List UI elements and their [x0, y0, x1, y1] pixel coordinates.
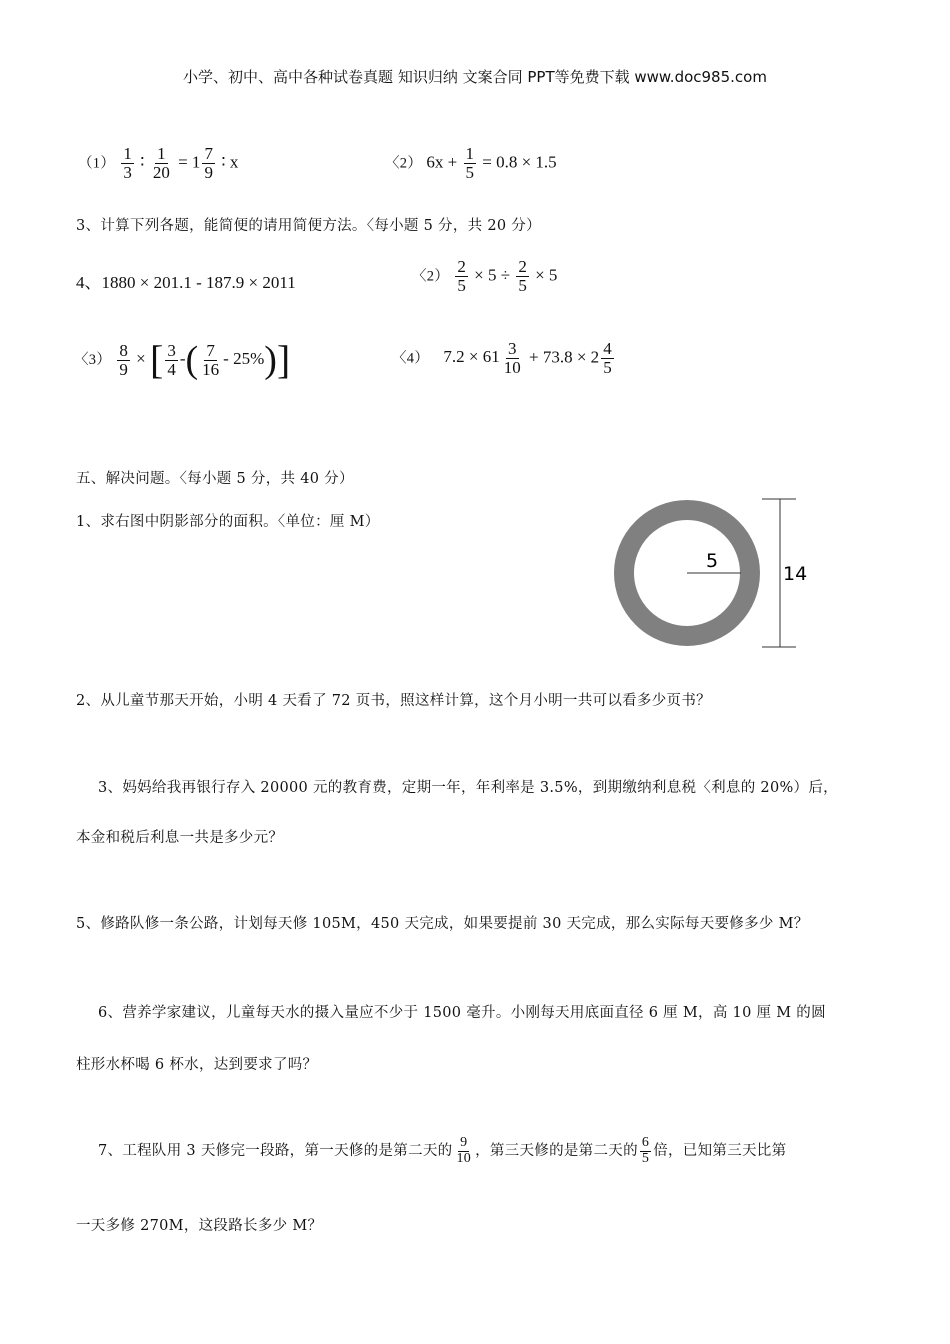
fraction: $\frac{1}{20}$ [152, 144, 170, 182]
equation-1-label: （1） [78, 155, 116, 172]
calc-2: 〈2） $\frac{2}{5}$ × 5 ÷ $\frac{2}{5}$ × 5 [412, 257, 558, 295]
equation-1: （1） $\frac{1}{3}$ ∶ $\frac{1}{20}$ = 1 $\frac{7}{9}$ ∶ x [78, 144, 239, 182]
fraction: $\frac{9}{10}$ [456, 1135, 472, 1166]
left-paren: ( [185, 339, 199, 381]
question-7-line-2: 一天多修 270M，这段路长多少 M？ [76, 1218, 323, 1234]
fraction: $\frac{8}{9}$ [119, 340, 128, 379]
left-bracket: [ [150, 337, 164, 382]
calc-3: 〈3） $\frac{8}{9}$ × [ $\frac{3}{4}$ -( $\frac{7}{16}$ - 25%)] [74, 337, 291, 382]
right-paren: ) [264, 339, 277, 381]
question-6-line-1: 6、营养学家建议，儿童每天水的摄入量应不少于 1500 毫升。小刚每天用底面直径 6 厘 M，高 10 厘 M 的圆 [98, 1005, 826, 1021]
question-6-line-2: 柱形水杯喝 6 杯水，达到要求了吗？ [76, 1057, 318, 1073]
fraction: $\frac{2}{5}$ [457, 257, 466, 295]
fraction: $\frac{1}{3}$ [123, 144, 132, 182]
fraction: $\frac{3}{10}$ [503, 339, 521, 377]
fraction: $\frac{7}{16}$ [202, 340, 220, 379]
page-header: 小学、初中、高中各种试卷真题 知识归纳 文案合同 PPT等免费下载 www.doc985.com [183, 68, 767, 86]
fraction: $\frac{6}{5}$ [641, 1135, 650, 1166]
equation-2-label: 〈2） [385, 155, 423, 172]
fraction: $\frac{2}{5}$ [518, 257, 527, 295]
question-2: 2、从儿童节那天开始，小明 4 天看了 72 页书，照这样计算，这个月小明一共可以看多少页书？ [76, 693, 711, 709]
right-bracket: ] [276, 337, 291, 382]
equation-2: 〈2） 6x + $\frac{1}{5}$ = 0.8 × 1.5 [385, 144, 557, 182]
outer-diameter-label: 14 [783, 563, 808, 585]
fraction: $\frac{7}{9}$ [204, 144, 213, 182]
question-3-line-1: 3、妈妈给我再银行存入 20000 元的教育费，定期一年，年利率是 3.5%，到期缴纳利息税〈利息的 20%）后， [98, 780, 838, 796]
ring-figure [600, 490, 820, 660]
question-5: 5、修路队修一条公路，计划每天修 105M，450 天完成，如果要提前 30 天完成，那么实际每天要修多少 M？ [76, 916, 809, 932]
question-1: 1、求右图中阴影部分的面积。〈单位：厘 M） [76, 514, 380, 530]
fraction: $\frac{3}{4}$ [167, 340, 176, 379]
section-5-heading: 五、解决问题。〈每小题 5 分，共 40 分） [76, 471, 354, 487]
inner-radius-label: 5 [705, 550, 719, 572]
calc-1: 4、1880 × 201.1 - 187.9 × 2011 [76, 273, 296, 292]
calc-4: 〈4） 7.2 × 61 $\frac{3}{10}$ + 73.8 × 2 $\frac{4}{5}$ [392, 339, 612, 377]
question-3-line-2: 本金和税后利息一共是多少元？ [76, 830, 284, 846]
section-3-heading: 3、计算下列各题，能简便的请用简便方法。〈每小题 5 分，共 20 分） [76, 218, 541, 234]
question-7-line-1: 7、工程队用 3 天修完一段路，第一天修的是第二天的 $\frac{9}{10}$ ，第三天修的是第二天的 $\frac{6}{5}$ 倍，已知第三天比第 [98, 1135, 787, 1166]
fraction: $\frac{1}{5}$ [465, 144, 474, 182]
fraction: $\frac{4}{5}$ [603, 339, 612, 377]
